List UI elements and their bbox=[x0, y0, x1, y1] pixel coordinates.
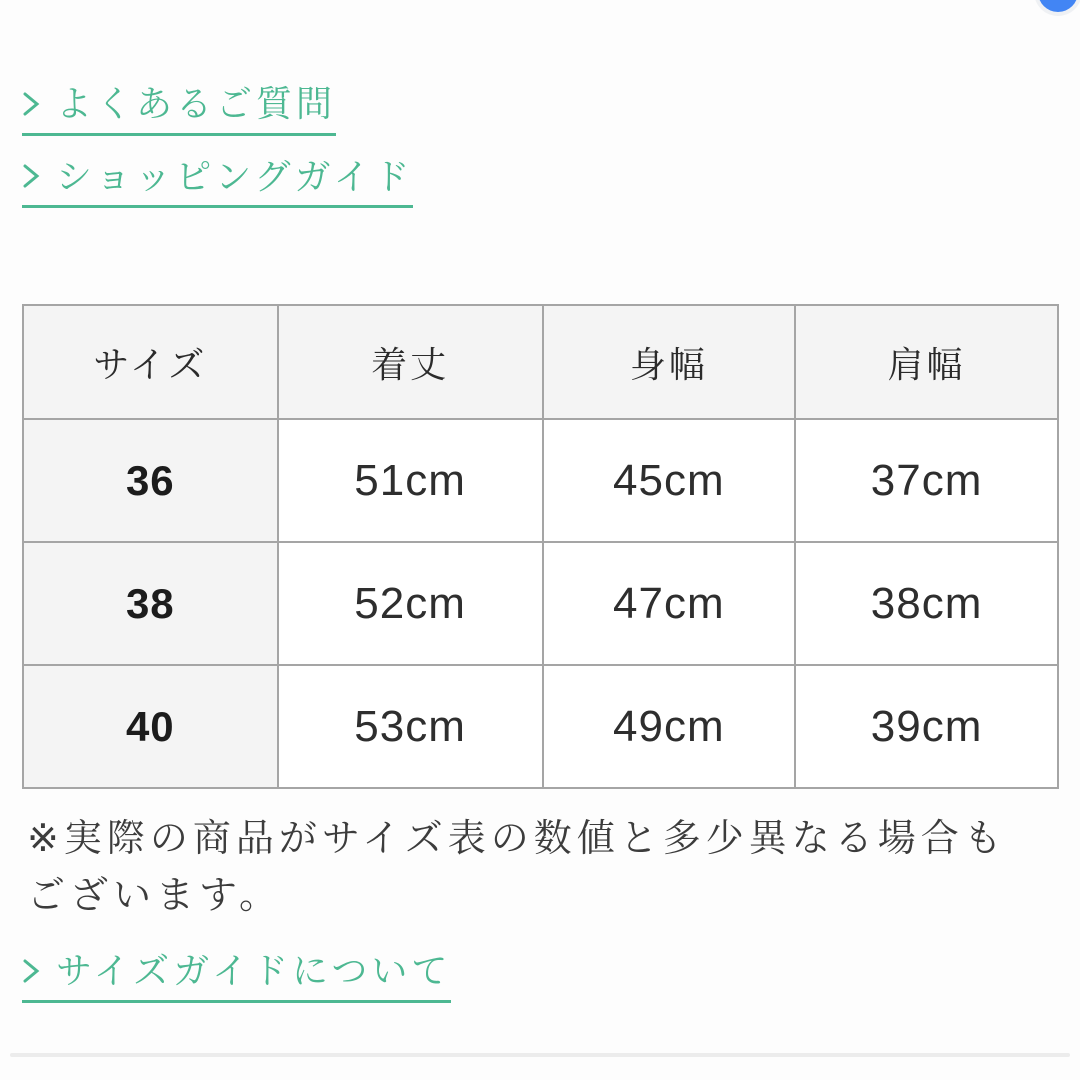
size-value: 40 bbox=[23, 665, 278, 788]
chevron-right-icon bbox=[22, 162, 40, 190]
shoulder-width-value: 37cm bbox=[795, 419, 1058, 542]
shopping-guide-link-label: ショッピングガイド bbox=[56, 155, 414, 197]
chevron-right-icon bbox=[22, 957, 40, 985]
length-value: 52cm bbox=[278, 542, 543, 665]
body-width-value: 47cm bbox=[543, 542, 796, 665]
size-guide-link-label: サイズガイドについて bbox=[56, 950, 452, 992]
chevron-right-icon bbox=[22, 90, 40, 118]
header-shoulder-width: 肩幅 bbox=[795, 305, 1058, 419]
faq-link-label: よくあるご質問 bbox=[56, 83, 337, 124]
length-value: 51cm bbox=[278, 419, 543, 542]
shopping-guide-link[interactable] bbox=[22, 157, 413, 209]
note-line-2: ございます。 bbox=[27, 875, 282, 918]
length-value: 53cm bbox=[278, 665, 543, 788]
header-length: 着丈 bbox=[278, 305, 543, 419]
shoulder-width-value: 38cm bbox=[795, 542, 1058, 665]
header-size: サイズ bbox=[23, 305, 278, 419]
body-width-value: 49cm bbox=[543, 665, 796, 788]
header-body-width: 身幅 bbox=[543, 305, 796, 419]
note-line-1: ※実際の商品がサイズ表の数値と多少異なる場合も bbox=[27, 818, 1007, 861]
size-guide-link[interactable] bbox=[22, 951, 451, 1003]
table-row-size-36 bbox=[23, 419, 1058, 542]
help-links-group bbox=[0, 0, 1080, 208]
body-width-value: 45cm bbox=[543, 419, 796, 542]
section-divider bbox=[10, 1053, 1070, 1057]
shoulder-width-value: 39cm bbox=[795, 665, 1058, 788]
size-value: 36 bbox=[23, 419, 278, 542]
shopping-guide-link-row bbox=[22, 157, 1080, 209]
size-disclaimer-note bbox=[27, 811, 1052, 925]
size-chart-table bbox=[22, 304, 1059, 789]
faq-link[interactable] bbox=[22, 84, 336, 136]
faq-link-row bbox=[22, 84, 1080, 136]
size-chart-header-row bbox=[23, 305, 1058, 419]
size-value: 38 bbox=[23, 542, 278, 665]
size-guide-link-row bbox=[22, 951, 1080, 1003]
table-row-size-38 bbox=[23, 542, 1058, 665]
table-row-size-40 bbox=[23, 665, 1058, 788]
